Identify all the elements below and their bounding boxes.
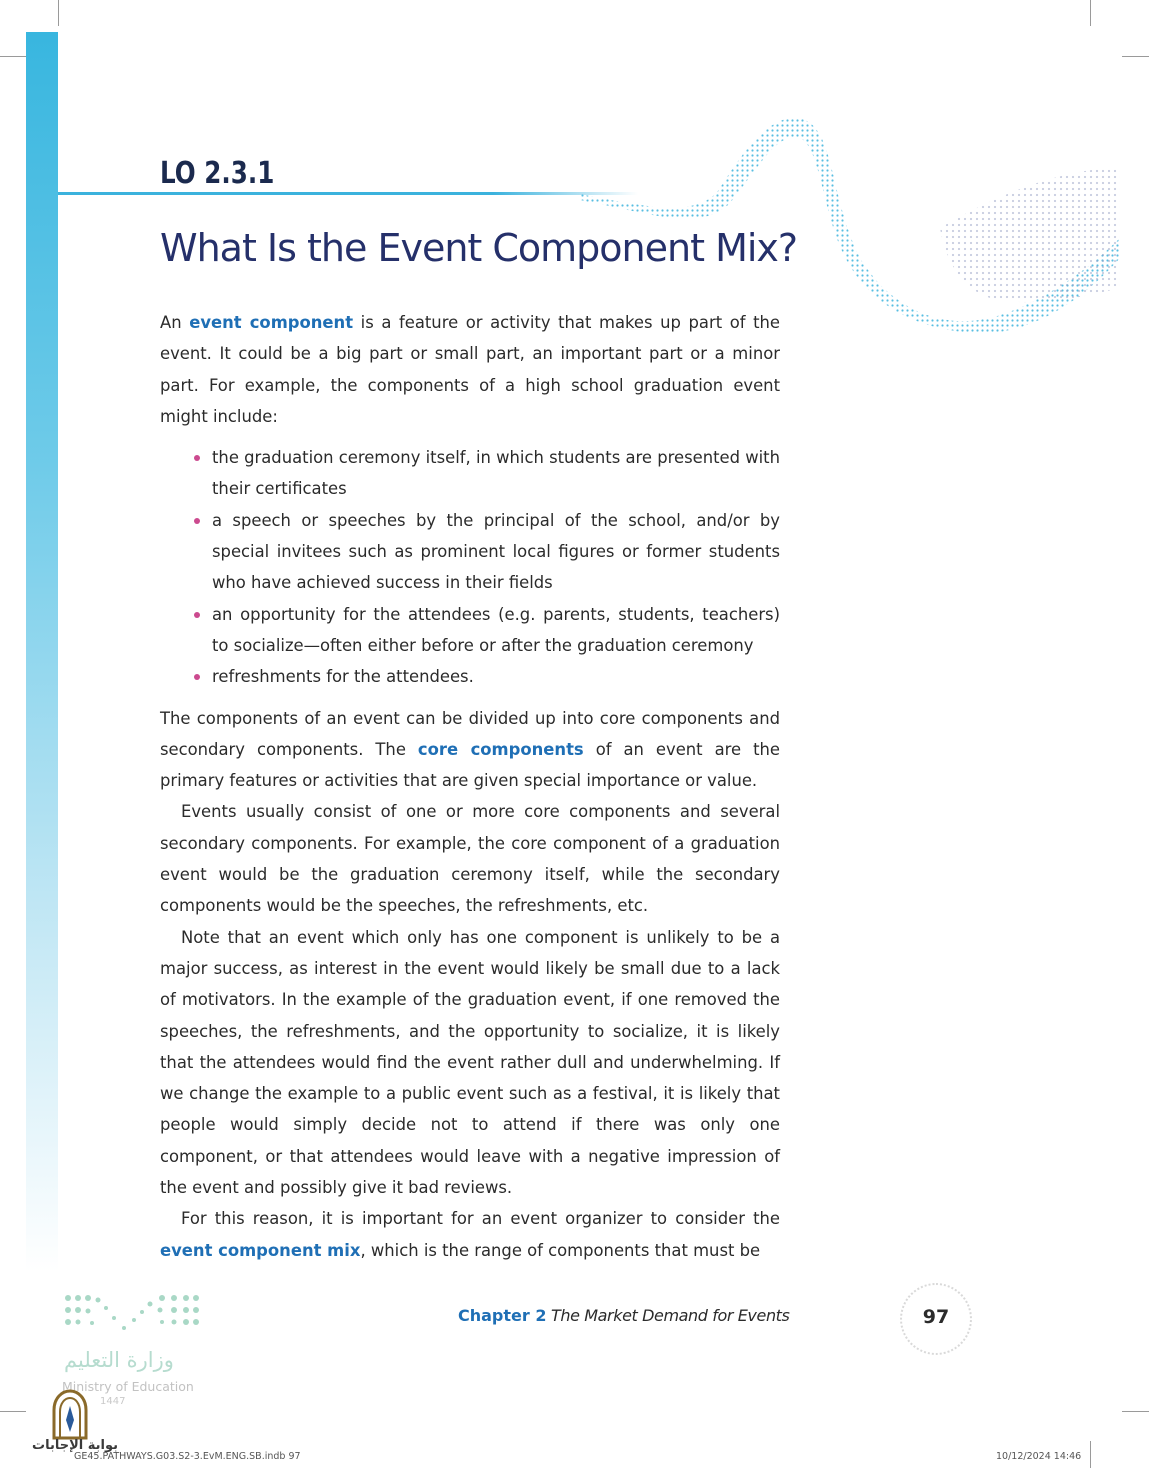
key-term: event component [189,313,354,332]
footer-chapter-title: The Market Demand for Events [551,1306,790,1325]
key-term: event component mix [160,1240,361,1260]
ministry-name-english: Ministry of Education [62,1379,194,1394]
bullet-list [160,442,780,692]
crop-mark [1122,1411,1149,1412]
watermark-text-arabic: بوابة الإجابات [32,1438,118,1453]
print-slug-file: GE45.PATHWAYS.G03.S2-3.EvM.ENG.SB.indb 97 [74,1451,301,1462]
ministry-year: 1447 [100,1396,126,1407]
crop-mark [58,0,59,26]
paragraph: Events usually consist of one or more core components and several secondary components. For example, the core component of a graduation event would be the graduation ceremony itself, while the secondary components would be the speeches, the refreshments, etc. [160,802,780,916]
page-title: What Is the Event Component Mix? [160,226,798,270]
list-item: an opportunity for the attendees (e.g. parents, students, teachers) to socialize—often either before or after the graduation ceremony [212,599,780,662]
crop-mark [0,56,26,57]
core-components-paragraph: The components of an event can be divided up into core components and secondary components. The core components of an event are the primary features or activities that are given special importance or value. [160,708,781,791]
ministry-logo-dots [62,1290,202,1340]
print-slug-date: 10/12/2024 14:46 [996,1451,1082,1462]
page-number: 97 [922,1306,950,1328]
dotted-wave-decoration [560,108,1130,338]
header-rule [58,192,638,195]
paragraph: Note that an event which only has one component is unlikely to be a major success, as interest in the event would likely be small due to a lack of motivators. In the example of the graduation event, if one removed the speeches, the refreshments, and the opportunity to socialize, it is likely that the attendees would find the event rather dull and underwhelming. If we change the example to a public event such as a festival, it is likely that people would simply decide not to attend if there was only one component, or that attendees would leave with a negative impression of the event and possibly give it bad reviews. [160,927,780,1198]
crop-mark [0,1411,26,1412]
intro-paragraph: An event component is a feature or activity that makes up part of the event. It could be a big part or small part, an important part or a minor part. For example, the components of a high school graduation event might include: [160,313,781,426]
watermark-emblem-icon [48,1388,92,1440]
list-item: refreshments for the attendees. [212,661,780,692]
crop-mark [1090,1441,1091,1468]
list-item: the graduation ceremony itself, in which students are presented with their certificates [212,442,780,505]
key-term: core components [417,739,584,759]
crop-mark [1090,0,1091,26]
body-text [160,307,780,1266]
paragraph: For this reason, it is important for an event organizer to consider the event component mix, which is the range of components that must be [160,1209,780,1260]
footer-chapter-label: Chapter 2 [458,1306,547,1325]
learning-objective-code: LO 2.3.1 [160,156,275,191]
ministry-name-arabic: وزارة التعليم [64,1348,174,1372]
crop-mark [1122,56,1149,57]
list-item: a speech or speeches by the principal of the school, and/or by special invitees such as prominent local figures or former students who have achieved success in their fields [212,505,780,599]
side-color-bar [26,32,58,1272]
